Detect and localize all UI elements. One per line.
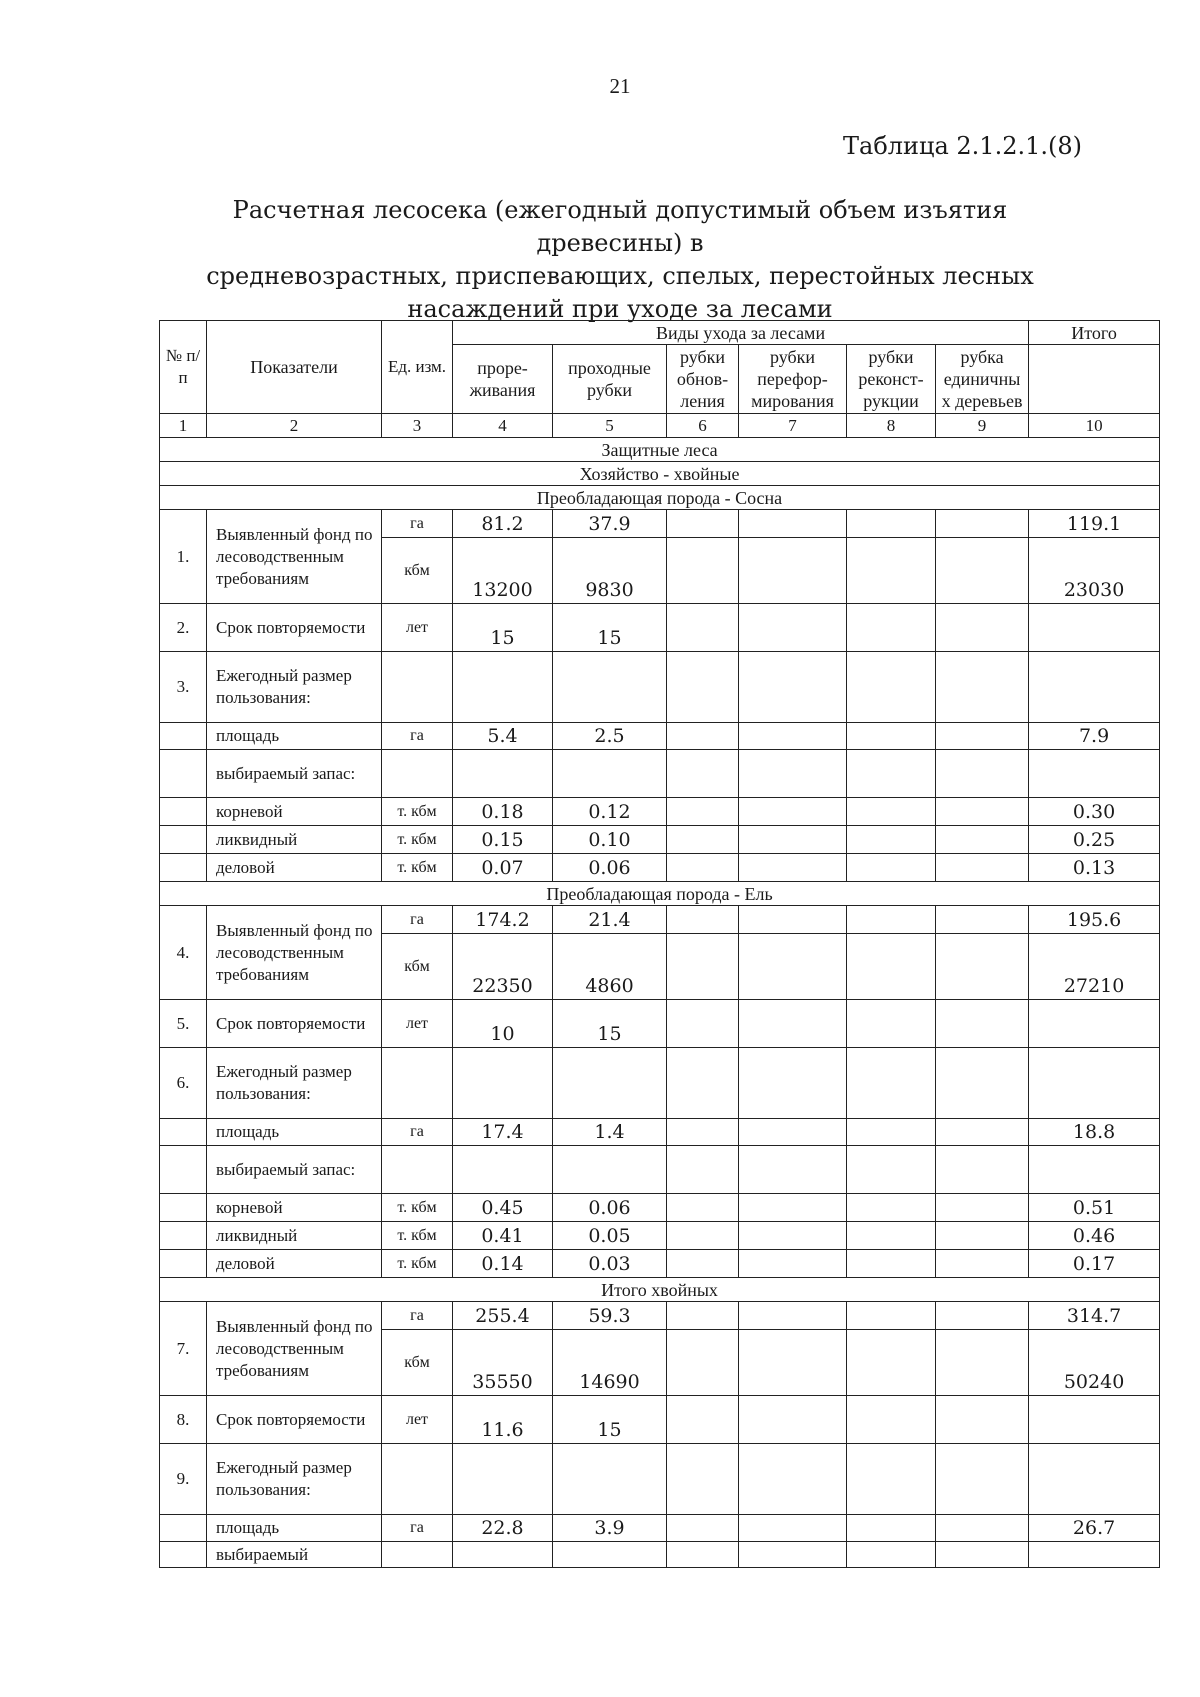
unit-cell: т. кбм <box>382 826 453 854</box>
section-row <box>160 1278 1160 1302</box>
empty-cell <box>936 1194 1029 1222</box>
empty-cell <box>739 1146 847 1194</box>
empty-cell <box>453 1444 553 1515</box>
table-row <box>160 750 1160 798</box>
empty-cell <box>847 750 936 798</box>
row-label-area: площадь <box>207 723 382 750</box>
empty-cell <box>739 1444 847 1515</box>
value-cell: 15 <box>553 1000 667 1048</box>
empty-cell <box>1029 1542 1160 1568</box>
value-cell: 9830 <box>553 538 667 604</box>
value-cell: 17.4 <box>453 1119 553 1146</box>
empty-cell <box>1029 604 1160 652</box>
empty-cell <box>667 1000 739 1048</box>
empty-cell <box>739 906 847 934</box>
unit-cell: га <box>382 1302 453 1330</box>
empty-cell <box>739 1302 847 1330</box>
value-cell: 0.03 <box>553 1250 667 1278</box>
empty-cell <box>667 1146 739 1194</box>
empty-cell <box>847 1119 936 1146</box>
empty-cell <box>847 723 936 750</box>
unit-cell: га <box>382 1515 453 1542</box>
empty-cell <box>1029 652 1160 723</box>
empty-cell <box>847 1222 936 1250</box>
header-num: № п/п <box>160 321 207 414</box>
unit-cell: кбм <box>382 934 453 1000</box>
empty-cell <box>160 1194 207 1222</box>
empty-cell <box>847 1444 936 1515</box>
table-row <box>160 604 1160 652</box>
row-label-area: площадь <box>207 1119 382 1146</box>
table-row <box>160 798 1160 826</box>
value-cell: 22.8 <box>453 1515 553 1542</box>
unit-cell: га <box>382 510 453 538</box>
section-row <box>160 486 1160 510</box>
row-number: 3. <box>160 652 207 723</box>
row-label-term: Срок повторяемости <box>207 1000 382 1048</box>
total-cell: 0.25 <box>1029 826 1160 854</box>
empty-cell <box>936 604 1029 652</box>
empty-cell <box>667 906 739 934</box>
empty-cell <box>553 652 667 723</box>
unit-cell: лет <box>382 604 453 652</box>
total-cell: 0.46 <box>1029 1222 1160 1250</box>
empty-cell <box>847 1146 936 1194</box>
empty-cell <box>382 1444 453 1515</box>
empty-cell <box>667 1194 739 1222</box>
empty-cell <box>847 1396 936 1444</box>
value-cell: 13200 <box>453 538 553 604</box>
table-row <box>160 723 1160 750</box>
empty-cell <box>739 1222 847 1250</box>
table-row <box>160 1444 1160 1515</box>
total-cell: 23030 <box>1029 538 1160 604</box>
column-number-row <box>160 414 1160 438</box>
total-cell: 18.8 <box>1029 1119 1160 1146</box>
row-number: 9. <box>160 1444 207 1515</box>
section-economy: Хозяйство - хвойные <box>160 462 1160 486</box>
empty-cell <box>667 750 739 798</box>
header-reconstruction-cuts: рубки реконст- рукции <box>847 345 936 414</box>
row-number: 7. <box>160 1302 207 1396</box>
table-row <box>160 1396 1160 1444</box>
empty-cell <box>847 906 936 934</box>
unit-cell: т. кбм <box>382 1194 453 1222</box>
empty-cell <box>667 854 739 882</box>
row-number: 5. <box>160 1000 207 1048</box>
table-row <box>160 652 1160 723</box>
empty-cell <box>160 1250 207 1278</box>
row-label-annual: Ежегодный размер пользования: <box>207 1444 382 1515</box>
col-number: 3 <box>382 414 453 438</box>
empty-cell <box>553 1542 667 1568</box>
section-pine: Преобладающая порода - Сосна <box>160 486 1160 510</box>
value-cell: 35550 <box>453 1330 553 1396</box>
col-number: 2 <box>207 414 382 438</box>
empty-cell <box>667 798 739 826</box>
row-label-annual: Ежегодный размер пользования: <box>207 652 382 723</box>
empty-cell <box>667 1444 739 1515</box>
empty-cell <box>160 1222 207 1250</box>
empty-cell <box>847 826 936 854</box>
empty-cell <box>847 604 936 652</box>
table-row <box>160 1194 1160 1222</box>
empty-cell <box>936 538 1029 604</box>
table-row <box>160 1542 1160 1568</box>
empty-cell <box>667 1250 739 1278</box>
value-cell: 0.45 <box>453 1194 553 1222</box>
col-number: 10 <box>1029 414 1160 438</box>
empty-cell <box>847 652 936 723</box>
col-number: 7 <box>739 414 847 438</box>
section-total-conifers: Итого хвойных <box>160 1278 1160 1302</box>
row-label-root: корневой <box>207 798 382 826</box>
empty-cell <box>739 1396 847 1444</box>
empty-cell <box>1029 1000 1160 1048</box>
section-forest-type: Защитные леса <box>160 438 1160 462</box>
col-number: 4 <box>453 414 553 438</box>
value-cell: 59.3 <box>553 1302 667 1330</box>
value-cell: 3.9 <box>553 1515 667 1542</box>
empty-cell <box>1029 1048 1160 1119</box>
empty-cell <box>1029 1444 1160 1515</box>
empty-cell <box>553 750 667 798</box>
table-row <box>160 906 1160 934</box>
row-label-liquid: ликвидный <box>207 1222 382 1250</box>
title-line-3: насаждений при уходе за лесами <box>407 295 833 323</box>
total-cell: 0.17 <box>1029 1250 1160 1278</box>
empty-cell <box>553 1146 667 1194</box>
row-label-stock: выбираемый запас: <box>207 750 382 798</box>
empty-cell <box>936 1542 1029 1568</box>
empty-cell <box>667 604 739 652</box>
empty-cell <box>160 1119 207 1146</box>
empty-cell <box>667 826 739 854</box>
empty-cell <box>739 1330 847 1396</box>
header-unit: Ед. изм. <box>382 321 453 414</box>
empty-cell <box>453 1048 553 1119</box>
table-row <box>160 826 1160 854</box>
row-label-business: деловой <box>207 1250 382 1278</box>
document-title <box>160 194 1080 326</box>
empty-cell <box>936 1048 1029 1119</box>
empty-cell <box>667 1515 739 1542</box>
table-row <box>160 1222 1160 1250</box>
empty-cell <box>936 934 1029 1000</box>
empty-cell <box>667 1330 739 1396</box>
value-cell: 2.5 <box>553 723 667 750</box>
total-cell: 50240 <box>1029 1330 1160 1396</box>
header-thinning: проре- живания <box>453 345 553 414</box>
section-row <box>160 882 1160 906</box>
empty-cell <box>160 1515 207 1542</box>
empty-cell <box>847 510 936 538</box>
value-cell: 174.2 <box>453 906 553 934</box>
unit-cell: га <box>382 906 453 934</box>
empty-cell <box>382 750 453 798</box>
empty-cell <box>847 1330 936 1396</box>
header-indicators: Показатели <box>207 321 382 414</box>
row-label-fund: Выявленный фонд по лесоводственным требованиям <box>207 906 382 1000</box>
value-cell: 0.05 <box>553 1222 667 1250</box>
empty-cell <box>667 1302 739 1330</box>
empty-cell <box>739 510 847 538</box>
empty-cell <box>667 1119 739 1146</box>
row-label-stock-truncated: выбираемый <box>207 1542 382 1568</box>
section-row <box>160 438 1160 462</box>
empty-cell <box>382 1048 453 1119</box>
header-row-1 <box>160 321 1160 345</box>
row-label-liquid: ликвидный <box>207 826 382 854</box>
empty-cell <box>936 1515 1029 1542</box>
empty-cell <box>936 1000 1029 1048</box>
section-row <box>160 462 1160 486</box>
table-row <box>160 1146 1160 1194</box>
empty-cell <box>847 1302 936 1330</box>
value-cell: 0.07 <box>453 854 553 882</box>
section-spruce: Преобладающая порода - Ель <box>160 882 1160 906</box>
header-reformation-cuts: рубки перефор- мирования <box>739 345 847 414</box>
empty-cell <box>847 1194 936 1222</box>
allowable-cut-table <box>159 320 1160 1568</box>
empty-cell <box>1029 1396 1160 1444</box>
empty-cell <box>553 1048 667 1119</box>
empty-cell <box>936 1302 1029 1330</box>
empty-cell <box>382 1542 453 1568</box>
unit-cell: т. кбм <box>382 1222 453 1250</box>
empty-cell <box>453 1146 553 1194</box>
empty-cell <box>739 750 847 798</box>
value-cell: 0.14 <box>453 1250 553 1278</box>
empty-cell <box>739 1515 847 1542</box>
empty-cell <box>936 826 1029 854</box>
unit-cell: т. кбм <box>382 854 453 882</box>
header-single-tree-cuts: рубка единичны х деревьев <box>936 345 1029 414</box>
empty-cell <box>936 723 1029 750</box>
empty-cell <box>847 1000 936 1048</box>
empty-cell <box>936 652 1029 723</box>
empty-cell <box>847 538 936 604</box>
table-row <box>160 1250 1160 1278</box>
unit-cell: кбм <box>382 538 453 604</box>
table-row <box>160 1302 1160 1330</box>
empty-cell <box>847 1542 936 1568</box>
empty-cell <box>739 854 847 882</box>
value-cell: 0.41 <box>453 1222 553 1250</box>
empty-cell <box>936 906 1029 934</box>
value-cell: 14690 <box>553 1330 667 1396</box>
row-label-term: Срок повторяемости <box>207 604 382 652</box>
empty-cell <box>739 826 847 854</box>
table-row <box>160 1119 1160 1146</box>
row-label-fund: Выявленный фонд по лесоводственным требованиям <box>207 510 382 604</box>
row-label-fund: Выявленный фонд по лесоводственным требованиям <box>207 1302 382 1396</box>
empty-cell <box>1029 750 1160 798</box>
total-cell: 26.7 <box>1029 1515 1160 1542</box>
empty-cell <box>936 750 1029 798</box>
value-cell: 37.9 <box>553 510 667 538</box>
empty-cell <box>847 934 936 1000</box>
row-number: 8. <box>160 1396 207 1444</box>
value-cell: 1.4 <box>553 1119 667 1146</box>
col-number: 5 <box>553 414 667 438</box>
col-number: 6 <box>667 414 739 438</box>
total-cell: 119.1 <box>1029 510 1160 538</box>
empty-cell <box>739 652 847 723</box>
empty-cell <box>160 1146 207 1194</box>
empty-cell <box>847 1048 936 1119</box>
empty-cell <box>936 1330 1029 1396</box>
empty-cell <box>739 604 847 652</box>
empty-cell <box>936 798 1029 826</box>
value-cell: 81.2 <box>453 510 553 538</box>
empty-cell <box>667 652 739 723</box>
table-row <box>160 1000 1160 1048</box>
header-total: Итого <box>1029 321 1160 345</box>
value-cell: 0.10 <box>553 826 667 854</box>
empty-cell <box>847 1250 936 1278</box>
empty-cell <box>936 1444 1029 1515</box>
row-label-business: деловой <box>207 854 382 882</box>
empty-cell <box>1029 1146 1160 1194</box>
table-row <box>160 1515 1160 1542</box>
header-renewal-cuts: рубки обнов- ления <box>667 345 739 414</box>
title-line-2: средневозрастных, приспевающих, спелых, перестойных лесных <box>206 262 1034 290</box>
value-cell: 0.06 <box>553 1194 667 1222</box>
table-row <box>160 510 1160 538</box>
header-total-empty <box>1029 345 1160 414</box>
empty-cell <box>667 934 739 1000</box>
empty-cell <box>667 1222 739 1250</box>
empty-cell <box>936 1222 1029 1250</box>
unit-cell: га <box>382 723 453 750</box>
table-row <box>160 1048 1160 1119</box>
col-number: 1 <box>160 414 207 438</box>
empty-cell <box>453 652 553 723</box>
empty-cell <box>847 1515 936 1542</box>
unit-cell: кбм <box>382 1330 453 1396</box>
empty-cell <box>667 510 739 538</box>
empty-cell <box>739 798 847 826</box>
total-cell: 195.6 <box>1029 906 1160 934</box>
row-label-stock: выбираемый запас: <box>207 1146 382 1194</box>
empty-cell <box>936 510 1029 538</box>
empty-cell <box>667 1048 739 1119</box>
total-cell: 314.7 <box>1029 1302 1160 1330</box>
table-label: Таблица 2.1.2.1.(8) <box>843 132 1082 160</box>
value-cell: 0.15 <box>453 826 553 854</box>
empty-cell <box>739 1194 847 1222</box>
empty-cell <box>936 1250 1029 1278</box>
empty-cell <box>453 750 553 798</box>
empty-cell <box>739 538 847 604</box>
header-care-types: Виды ухода за лесами <box>453 321 1029 345</box>
col-number: 9 <box>936 414 1029 438</box>
empty-cell <box>739 1000 847 1048</box>
value-cell: 4860 <box>553 934 667 1000</box>
row-label-root: корневой <box>207 1194 382 1222</box>
empty-cell <box>936 854 1029 882</box>
empty-cell <box>160 1542 207 1568</box>
value-cell: 15 <box>453 604 553 652</box>
value-cell: 21.4 <box>553 906 667 934</box>
unit-cell: лет <box>382 1000 453 1048</box>
header-passage-cuts: проходные рубки <box>553 345 667 414</box>
total-cell: 0.51 <box>1029 1194 1160 1222</box>
row-label-annual: Ежегодный размер пользования: <box>207 1048 382 1119</box>
empty-cell <box>739 1048 847 1119</box>
empty-cell <box>739 934 847 1000</box>
empty-cell <box>936 1396 1029 1444</box>
empty-cell <box>160 723 207 750</box>
value-cell: 22350 <box>453 934 553 1000</box>
empty-cell <box>739 1542 847 1568</box>
value-cell: 5.4 <box>453 723 553 750</box>
empty-cell <box>739 723 847 750</box>
total-cell: 0.30 <box>1029 798 1160 826</box>
value-cell: 0.18 <box>453 798 553 826</box>
empty-cell <box>453 1542 553 1568</box>
title-line-1: Расчетная лесосека (ежегодный допустимый объем изъятия древесины) в <box>232 196 1008 257</box>
empty-cell <box>382 652 453 723</box>
row-label-term: Срок повторяемости <box>207 1396 382 1444</box>
unit-cell: т. кбм <box>382 798 453 826</box>
col-number: 8 <box>847 414 936 438</box>
table-row <box>160 854 1160 882</box>
row-number: 4. <box>160 906 207 1000</box>
empty-cell <box>739 1250 847 1278</box>
row-number: 1. <box>160 510 207 604</box>
empty-cell <box>847 798 936 826</box>
empty-cell <box>936 1119 1029 1146</box>
value-cell: 15 <box>553 604 667 652</box>
empty-cell <box>160 854 207 882</box>
total-cell: 0.13 <box>1029 854 1160 882</box>
page-number: 21 <box>609 74 631 98</box>
empty-cell <box>667 1396 739 1444</box>
value-cell: 10 <box>453 1000 553 1048</box>
empty-cell <box>667 723 739 750</box>
value-cell: 15 <box>553 1396 667 1444</box>
empty-cell <box>382 1146 453 1194</box>
empty-cell <box>667 1542 739 1568</box>
empty-cell <box>936 1146 1029 1194</box>
row-number: 2. <box>160 604 207 652</box>
empty-cell <box>160 750 207 798</box>
value-cell: 255.4 <box>453 1302 553 1330</box>
unit-cell: лет <box>382 1396 453 1444</box>
unit-cell: т. кбм <box>382 1250 453 1278</box>
empty-cell <box>847 854 936 882</box>
empty-cell <box>160 798 207 826</box>
empty-cell <box>667 538 739 604</box>
empty-cell <box>160 826 207 854</box>
value-cell: 11.6 <box>453 1396 553 1444</box>
total-cell: 7.9 <box>1029 723 1160 750</box>
total-cell: 27210 <box>1029 934 1160 1000</box>
empty-cell <box>739 1119 847 1146</box>
row-number: 6. <box>160 1048 207 1119</box>
unit-cell: га <box>382 1119 453 1146</box>
empty-cell <box>553 1444 667 1515</box>
row-label-area: площадь <box>207 1515 382 1542</box>
value-cell: 0.12 <box>553 798 667 826</box>
value-cell: 0.06 <box>553 854 667 882</box>
